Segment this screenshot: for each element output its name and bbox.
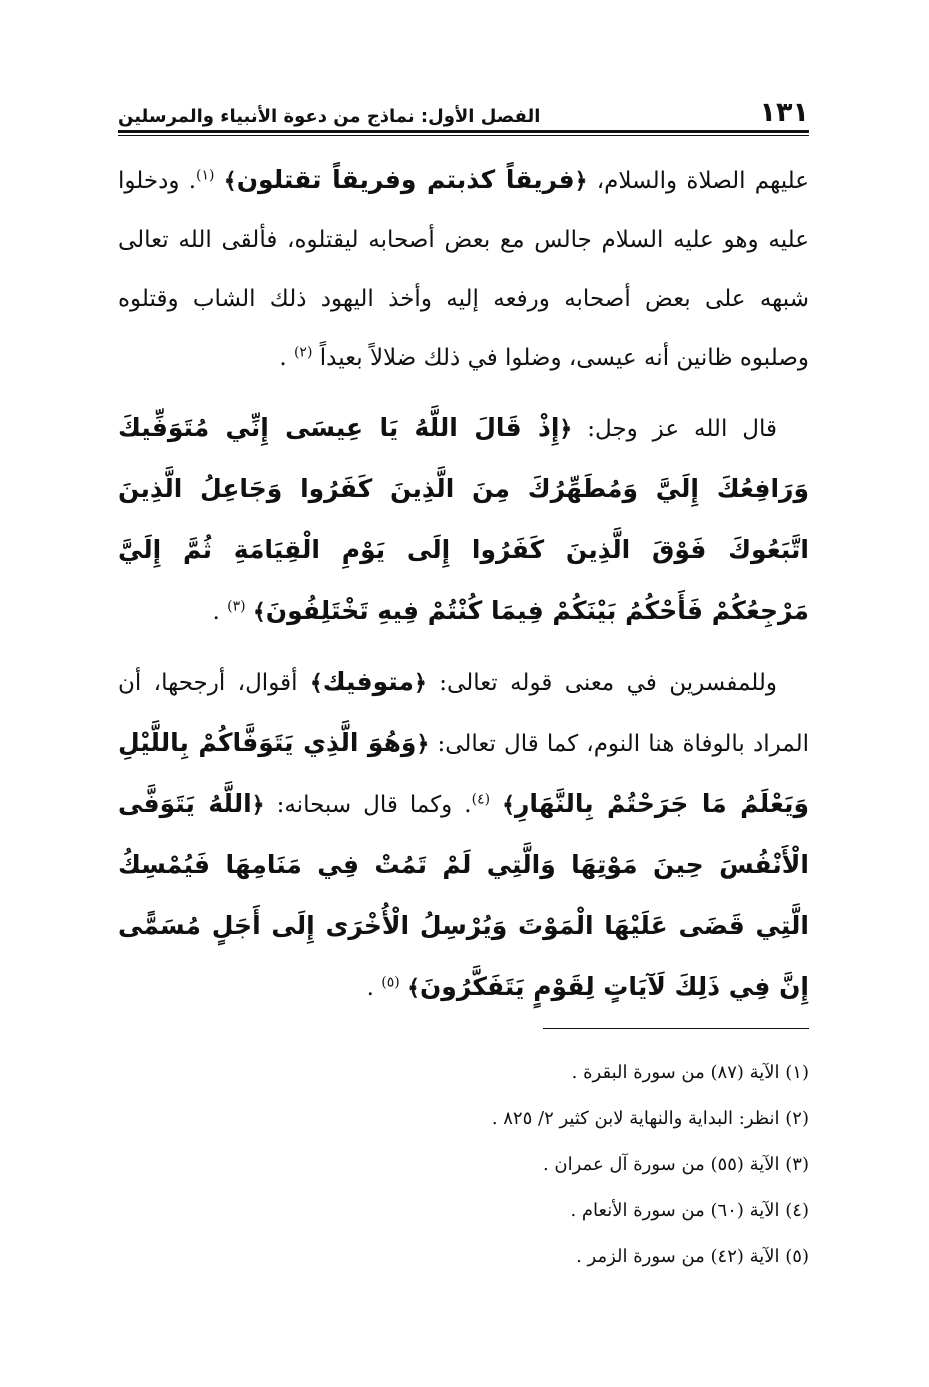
footnotes-list bbox=[118, 1050, 809, 1280]
text-run: وللمفسرين في معنى قوله تعالى: bbox=[426, 670, 777, 696]
paragraph-2 bbox=[118, 398, 809, 642]
quran-bracket-open: ﴿ bbox=[251, 793, 265, 818]
footnote-ref-5[interactable]: (٥) bbox=[381, 974, 400, 991]
text-run: عليهم الصلاة والسلام، bbox=[587, 168, 809, 194]
quran-bracket-close: ﴾ bbox=[407, 976, 420, 1001]
footnote-4: (٤) الآية (٦٠) من سورة الأنعام . bbox=[570, 1200, 809, 1221]
main-text bbox=[118, 150, 809, 1018]
page-header bbox=[118, 86, 809, 126]
footnote-separator bbox=[543, 1028, 809, 1029]
quran-bracket-open: ﴿ bbox=[416, 732, 430, 757]
header-rule bbox=[118, 130, 809, 136]
quran-bracket-open: ﴿ bbox=[559, 417, 573, 442]
footnote-3: (٣) الآية (٥٥) من سورة آل عمران . bbox=[542, 1154, 809, 1175]
footnote-ref-3[interactable]: (٣) bbox=[227, 598, 246, 615]
quran-bracket-open: ﴿ bbox=[413, 671, 427, 696]
quran-verse: إِذْ قَالَ اللَّهُ يَا عِيسَى إِنِّي مُتَوَفِّيكَ وَرَافِعُكَ إِلَيَّ وَمُطَهِّرُكَ مِنَ الَّذِينَ كَفَرُوا وَجَاعِلُ الَّذِينَ اتَّبَعُوكَ فَوْقَ الَّذِينَ كَفَرُوا إِلَى يَوْمِ الْقِيَامَةِ ثُمَّ إِلَيَّ مَرْجِعُكُمْ فَأَحْكُمُ بَيْنَكُمْ فِيمَا كُنْتُمْ فِيهِ تَخْتَلِفُونَ bbox=[118, 413, 809, 625]
quran-bracket-close: ﴾ bbox=[502, 793, 515, 818]
text-run: أقوال، أرجحها، أن المراد بالوفاة هنا النوم، كما قال تعالى: bbox=[118, 670, 809, 757]
footnote-2: (٢) انظر: البداية والنهاية لابن كثير ٢/ ٨٢٥ . bbox=[491, 1108, 809, 1129]
quran-word: متوفيك bbox=[322, 667, 414, 696]
quran-bracket-close: ﴾ bbox=[252, 600, 266, 625]
paragraph-3 bbox=[118, 652, 809, 1018]
footnote-ref-2[interactable]: (٢) bbox=[293, 344, 313, 361]
quran-bracket-close: ﴾ bbox=[309, 671, 323, 696]
text-run: . ودخلوا عليه وهو عليه السلام جالس مع بعض أصحابه ليقتلوه، فألقى الله تعالى شبهه على بعض أصحابه ورفعه إليه وأخذ اليهود ذلك الشاب وقتلوه وصلبوه ظانين أنه عيسى، وضلوا في ذلك ضلالاً بعيداً bbox=[118, 168, 809, 371]
footnote-5: (٥) الآية (٤٢) من سورة الزمر . bbox=[576, 1246, 809, 1267]
quran-verse: وَهُوَ الَّذِي يَتَوَفَّاكُمْ بِاللَّيْلِ وَيَعْلَمُ مَا جَرَحْتُمْ بِالنَّهَارِ bbox=[118, 728, 809, 818]
text-run: . bbox=[279, 345, 287, 371]
quran-verse: اللَّهُ يَتَوَفَّى الْأَنْفُسَ حِينَ مَوْتِهَا وَالَّتِي لَمْ تَمُتْ فِي مَنَامِهَا فَيُمْسِكُ الَّتِي قَضَى عَلَيْهَا الْمَوْتَ وَيُرْسِلُ الْأُخْرَى إِلَى أَجَلٍ مُسَمًّى إِنَّ فِي ذَلِكَ لَآيَاتٍ لِقَوْمٍ يَتَفَكَّرُونَ bbox=[118, 789, 809, 1001]
quran-bracket-close: ﴾ bbox=[223, 169, 237, 194]
quran-bracket-open: ﴿ bbox=[574, 169, 588, 194]
page-number: ١٣١ bbox=[759, 97, 809, 128]
text-run: قال الله عز وجل: bbox=[572, 416, 777, 442]
paragraph-1 bbox=[118, 150, 809, 388]
footnote-ref-1[interactable]: (١) bbox=[196, 167, 215, 184]
footnote-ref-4[interactable]: (٤) bbox=[471, 791, 491, 808]
quran-verse: فريقاً كذبتم وفريقاً تقتلون bbox=[236, 165, 575, 194]
text-run: . وكما قال سبحانه: bbox=[264, 792, 472, 818]
text-run: . bbox=[212, 599, 220, 625]
text-run: . bbox=[366, 975, 374, 1001]
footnote-1: (١) الآية (٨٧) من سورة البقرة . bbox=[571, 1062, 809, 1083]
running-title: الفصل الأول: نماذج من دعوة الأنبياء والمرسلين bbox=[118, 106, 541, 127]
